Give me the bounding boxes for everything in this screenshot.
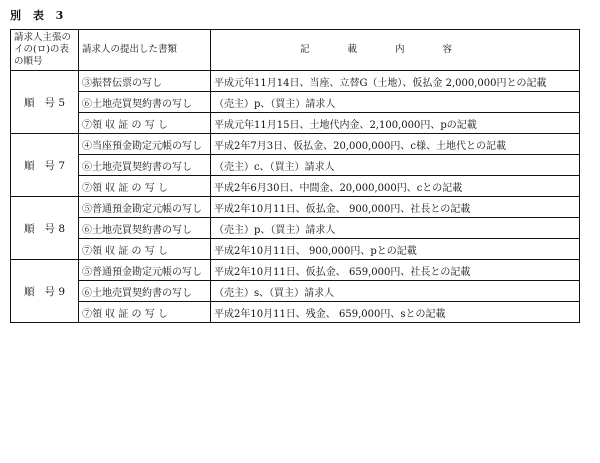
group-number-cell bbox=[11, 134, 79, 197]
table-row bbox=[11, 71, 580, 92]
header-number: 請求人主張のイの(ロ)の表の順号 bbox=[11, 30, 79, 71]
document-cell: ③振替伝票の写し bbox=[79, 71, 211, 92]
document-cell: ⑥土地売買契約書の写し bbox=[79, 281, 211, 302]
document-label: 別 表 3 bbox=[10, 9, 68, 22]
group-number-cell bbox=[11, 197, 79, 260]
table-row bbox=[11, 113, 580, 134]
table-row bbox=[11, 176, 580, 197]
content-cell: 平成2年6月30日、中間金、20,000,000円、cとの記載 bbox=[211, 176, 580, 197]
document-cell: ⑦領 収 証 の 写 し bbox=[79, 302, 211, 323]
table-header-row bbox=[11, 30, 580, 71]
document-cell: ⑥土地売買契約書の写し bbox=[79, 218, 211, 239]
content-cell: （売主）s、（買主）請求人 bbox=[211, 281, 580, 302]
content-cell: 平成元年11月15日、土地代内金、2,100,000円、pの記載 bbox=[211, 113, 580, 134]
content-cell: 平成2年7月3日、仮払金、20,000,000円、c様、土地代との記載 bbox=[211, 134, 580, 155]
content-cell: 平成2年10月11日、 900,000円、pとの記載 bbox=[211, 239, 580, 260]
content-cell: 平成2年10月11日、仮払金、 900,000円、社長との記載 bbox=[211, 197, 580, 218]
table-row bbox=[11, 155, 580, 176]
table-row bbox=[11, 260, 580, 281]
content-cell: （売主）p、（買主）請求人 bbox=[211, 92, 580, 113]
group-number: 号 5 bbox=[44, 96, 66, 109]
document-cell: ⑥土地売買契約書の写し bbox=[79, 155, 211, 176]
group-label: 順 bbox=[23, 159, 45, 172]
document-cell: ⑥土地売買契約書の写し bbox=[79, 92, 211, 113]
document-cell: ⑤普通預金勘定元帳の写し bbox=[79, 260, 211, 281]
table-row bbox=[11, 281, 580, 302]
content-cell: 平成元年11月14日、当座、立替G（土地）、仮払金 2,000,000円との記載 bbox=[211, 71, 580, 92]
header-document: 請求人の提出した書類 bbox=[79, 30, 211, 71]
document-cell: ⑦領 収 証 の 写 し bbox=[79, 239, 211, 260]
content-cell: （売主）p、（買主）請求人 bbox=[211, 218, 580, 239]
table-row bbox=[11, 239, 580, 260]
content-cell: 平成2年10月11日、仮払金、 659,000円、社長との記載 bbox=[211, 260, 580, 281]
table-row bbox=[11, 92, 580, 113]
group-number: 号 8 bbox=[44, 222, 66, 235]
group-number: 号 7 bbox=[44, 159, 66, 172]
group-number-cell bbox=[11, 260, 79, 323]
group-label: 順 bbox=[23, 96, 45, 109]
document-cell: ⑤普通預金勘定元帳の写し bbox=[79, 197, 211, 218]
table-row bbox=[11, 302, 580, 323]
group-label: 順 bbox=[23, 222, 45, 235]
table-row bbox=[11, 218, 580, 239]
content-cell: 平成2年10月11日、残金、 659,000円、sとの記載 bbox=[211, 302, 580, 323]
header-content: 記載内容 bbox=[211, 30, 580, 71]
claims-table bbox=[10, 29, 580, 323]
table-row bbox=[11, 134, 580, 155]
document-cell: ④当座預金勘定元帳の写し bbox=[79, 134, 211, 155]
group-number: 号 9 bbox=[44, 285, 66, 298]
table-row bbox=[11, 197, 580, 218]
document-cell: ⑦領 収 証 の 写 し bbox=[79, 176, 211, 197]
document-cell: ⑦領 収 証 の 写 し bbox=[79, 113, 211, 134]
content-cell: （売主）c、（買主）請求人 bbox=[211, 155, 580, 176]
group-number-cell bbox=[11, 71, 79, 134]
group-label: 順 bbox=[23, 285, 45, 298]
